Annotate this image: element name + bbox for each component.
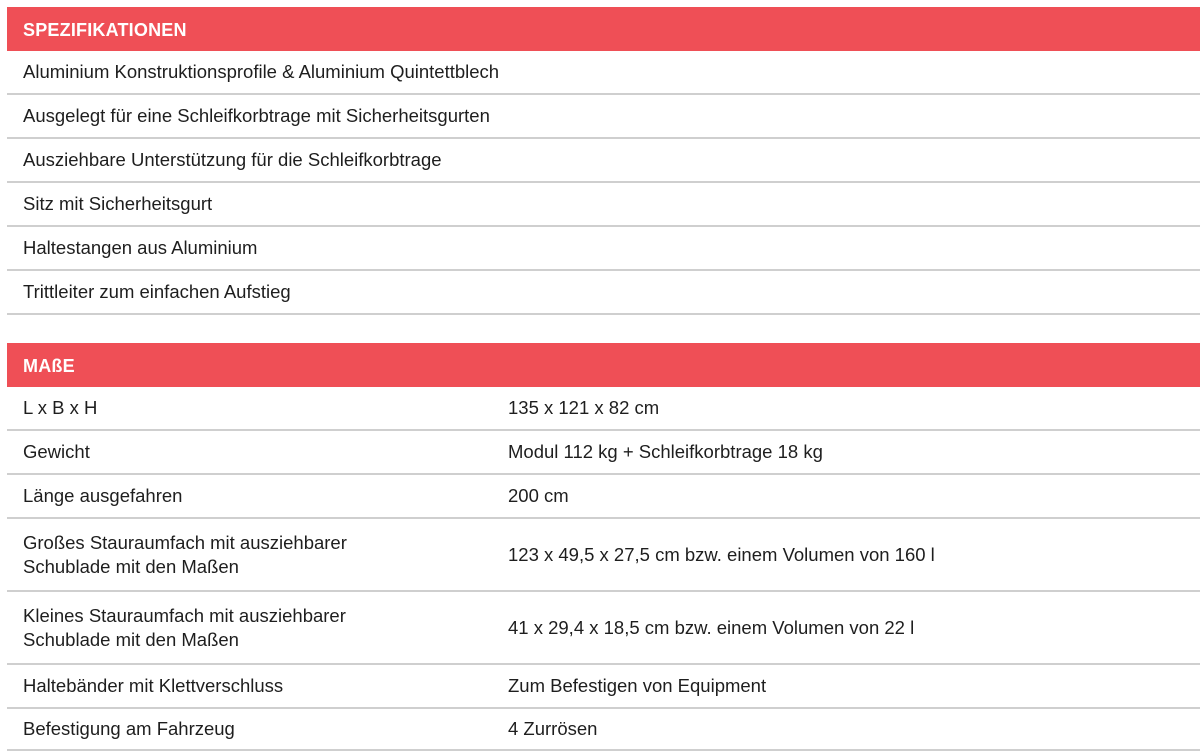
spec-item-text: Ausgelegt für eine Schleifkorbtrage mit Sicherheitsgurten (23, 105, 490, 126)
spec-item-text: Sitz mit Sicherheitsgurt (23, 193, 213, 214)
dimension-row (7, 519, 1200, 592)
specifications-section (7, 7, 1200, 315)
dimension-label: Haltebänder mit Klettverschluss (23, 675, 284, 696)
dimension-row (7, 431, 1200, 475)
specifications-header: SPEZIFIKATIONEN (7, 7, 1200, 51)
dimension-value: Modul 112 kg + Schleifkorbtrage 18 kg (508, 441, 823, 462)
spec-item-text: Haltestangen aus Aluminium (23, 237, 258, 258)
dimension-label: Großes Stauraumfach mit ausziehbarer Schublade mit den Maßen (23, 531, 347, 577)
spec-item-text: Aluminium Konstruktionsprofile & Aluminium Quintettblech (23, 61, 500, 82)
dimension-label: L x B x H (23, 397, 98, 418)
dimension-value: 135 x 121 x 82 cm (508, 397, 660, 418)
dimension-value: 4 Zurrösen (508, 718, 598, 739)
spec-item (7, 271, 1200, 315)
spec-item (7, 183, 1200, 227)
dimension-row (7, 592, 1200, 665)
dimension-label: Befestigung am Fahrzeug (23, 718, 235, 739)
spec-item (7, 139, 1200, 183)
dimension-row (7, 665, 1200, 709)
dimension-label: Länge ausgefahren (23, 485, 183, 506)
dimensions-header: MAßE (7, 343, 1200, 387)
dimension-row (7, 709, 1200, 751)
spec-item (7, 95, 1200, 139)
dimension-label: Kleines Stauraumfach mit ausziehbarer Schublade mit den Maßen (23, 604, 346, 650)
dimensions-section (7, 343, 1200, 751)
dimension-row (7, 387, 1200, 431)
dimension-value: 123 x 49,5 x 27,5 cm bzw. einem Volumen von 160 l (508, 543, 935, 565)
spec-item (7, 227, 1200, 271)
dimension-value: 41 x 29,4 x 18,5 cm bzw. einem Volumen von 22 l (508, 616, 915, 638)
spec-item-text: Ausziehbare Unterstützung für die Schleifkorbtrage (23, 149, 442, 170)
dimension-value: 200 cm (508, 485, 569, 506)
spec-item (7, 51, 1200, 95)
dimension-label: Gewicht (23, 441, 90, 462)
dimension-row (7, 475, 1200, 519)
dimension-value: Zum Befestigen von Equipment (508, 675, 767, 696)
spec-item-text: Trittleiter zum einfachen Aufstieg (23, 281, 291, 302)
